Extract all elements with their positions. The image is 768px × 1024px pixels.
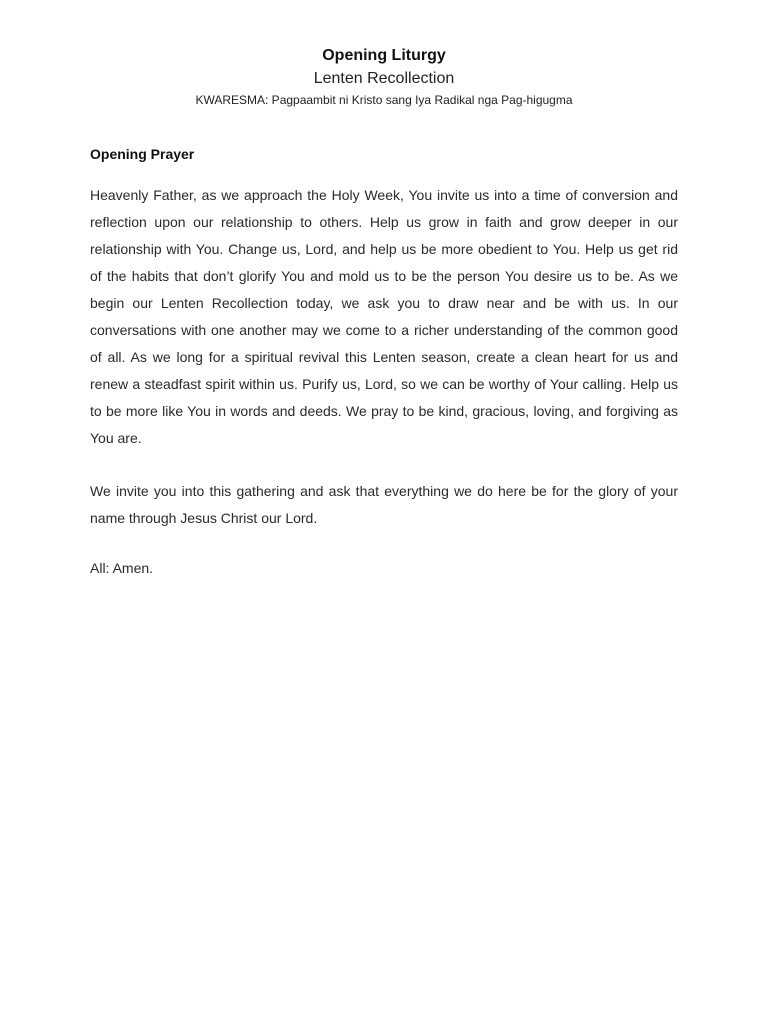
closing-response: All: Amen. [90,560,154,576]
recollection-theme: KWARESMA: Pagpaambit ni Kristo sang Iya Radikal nga Pag-higugma [195,93,573,107]
section-heading: Opening Prayer [90,146,195,162]
document-header [0,44,768,110]
prayer-paragraph-1: Heavenly Father, as we approach the Holy Week, You invite us into a time of conversion and reflection upon our relationship to others. Help us grow in faith and grow deeper in our relationship with You. Change us, Lord, and help us be more obedient to You. Help us get rid of the habits that don’t glorify You and mold us to be the person You desire us to be. As we begin our Lenten Recollection today, we ask you to draw near and be with us. In our conversations with one another may we come to a richer understanding of the common good of all. As we long for a spiritual revival this Lenten season, create a clean heart for us and renew a steadfast spirit within us. Purify us, Lord, so we can be worthy of Your calling. Help us to be more like You in words and deeds. We pray to be kind, gracious, loving, and forgiving as You are. [90,187,678,446]
document-body [90,142,678,580]
document-subtitle: Lenten Recollection [313,70,455,87]
prayer-paragraph-2: We invite you into this gathering and ask that everything we do here be for the glory of your name through Jesus Christ our Lord. [90,483,678,526]
document-title: Opening Liturgy [322,47,446,64]
